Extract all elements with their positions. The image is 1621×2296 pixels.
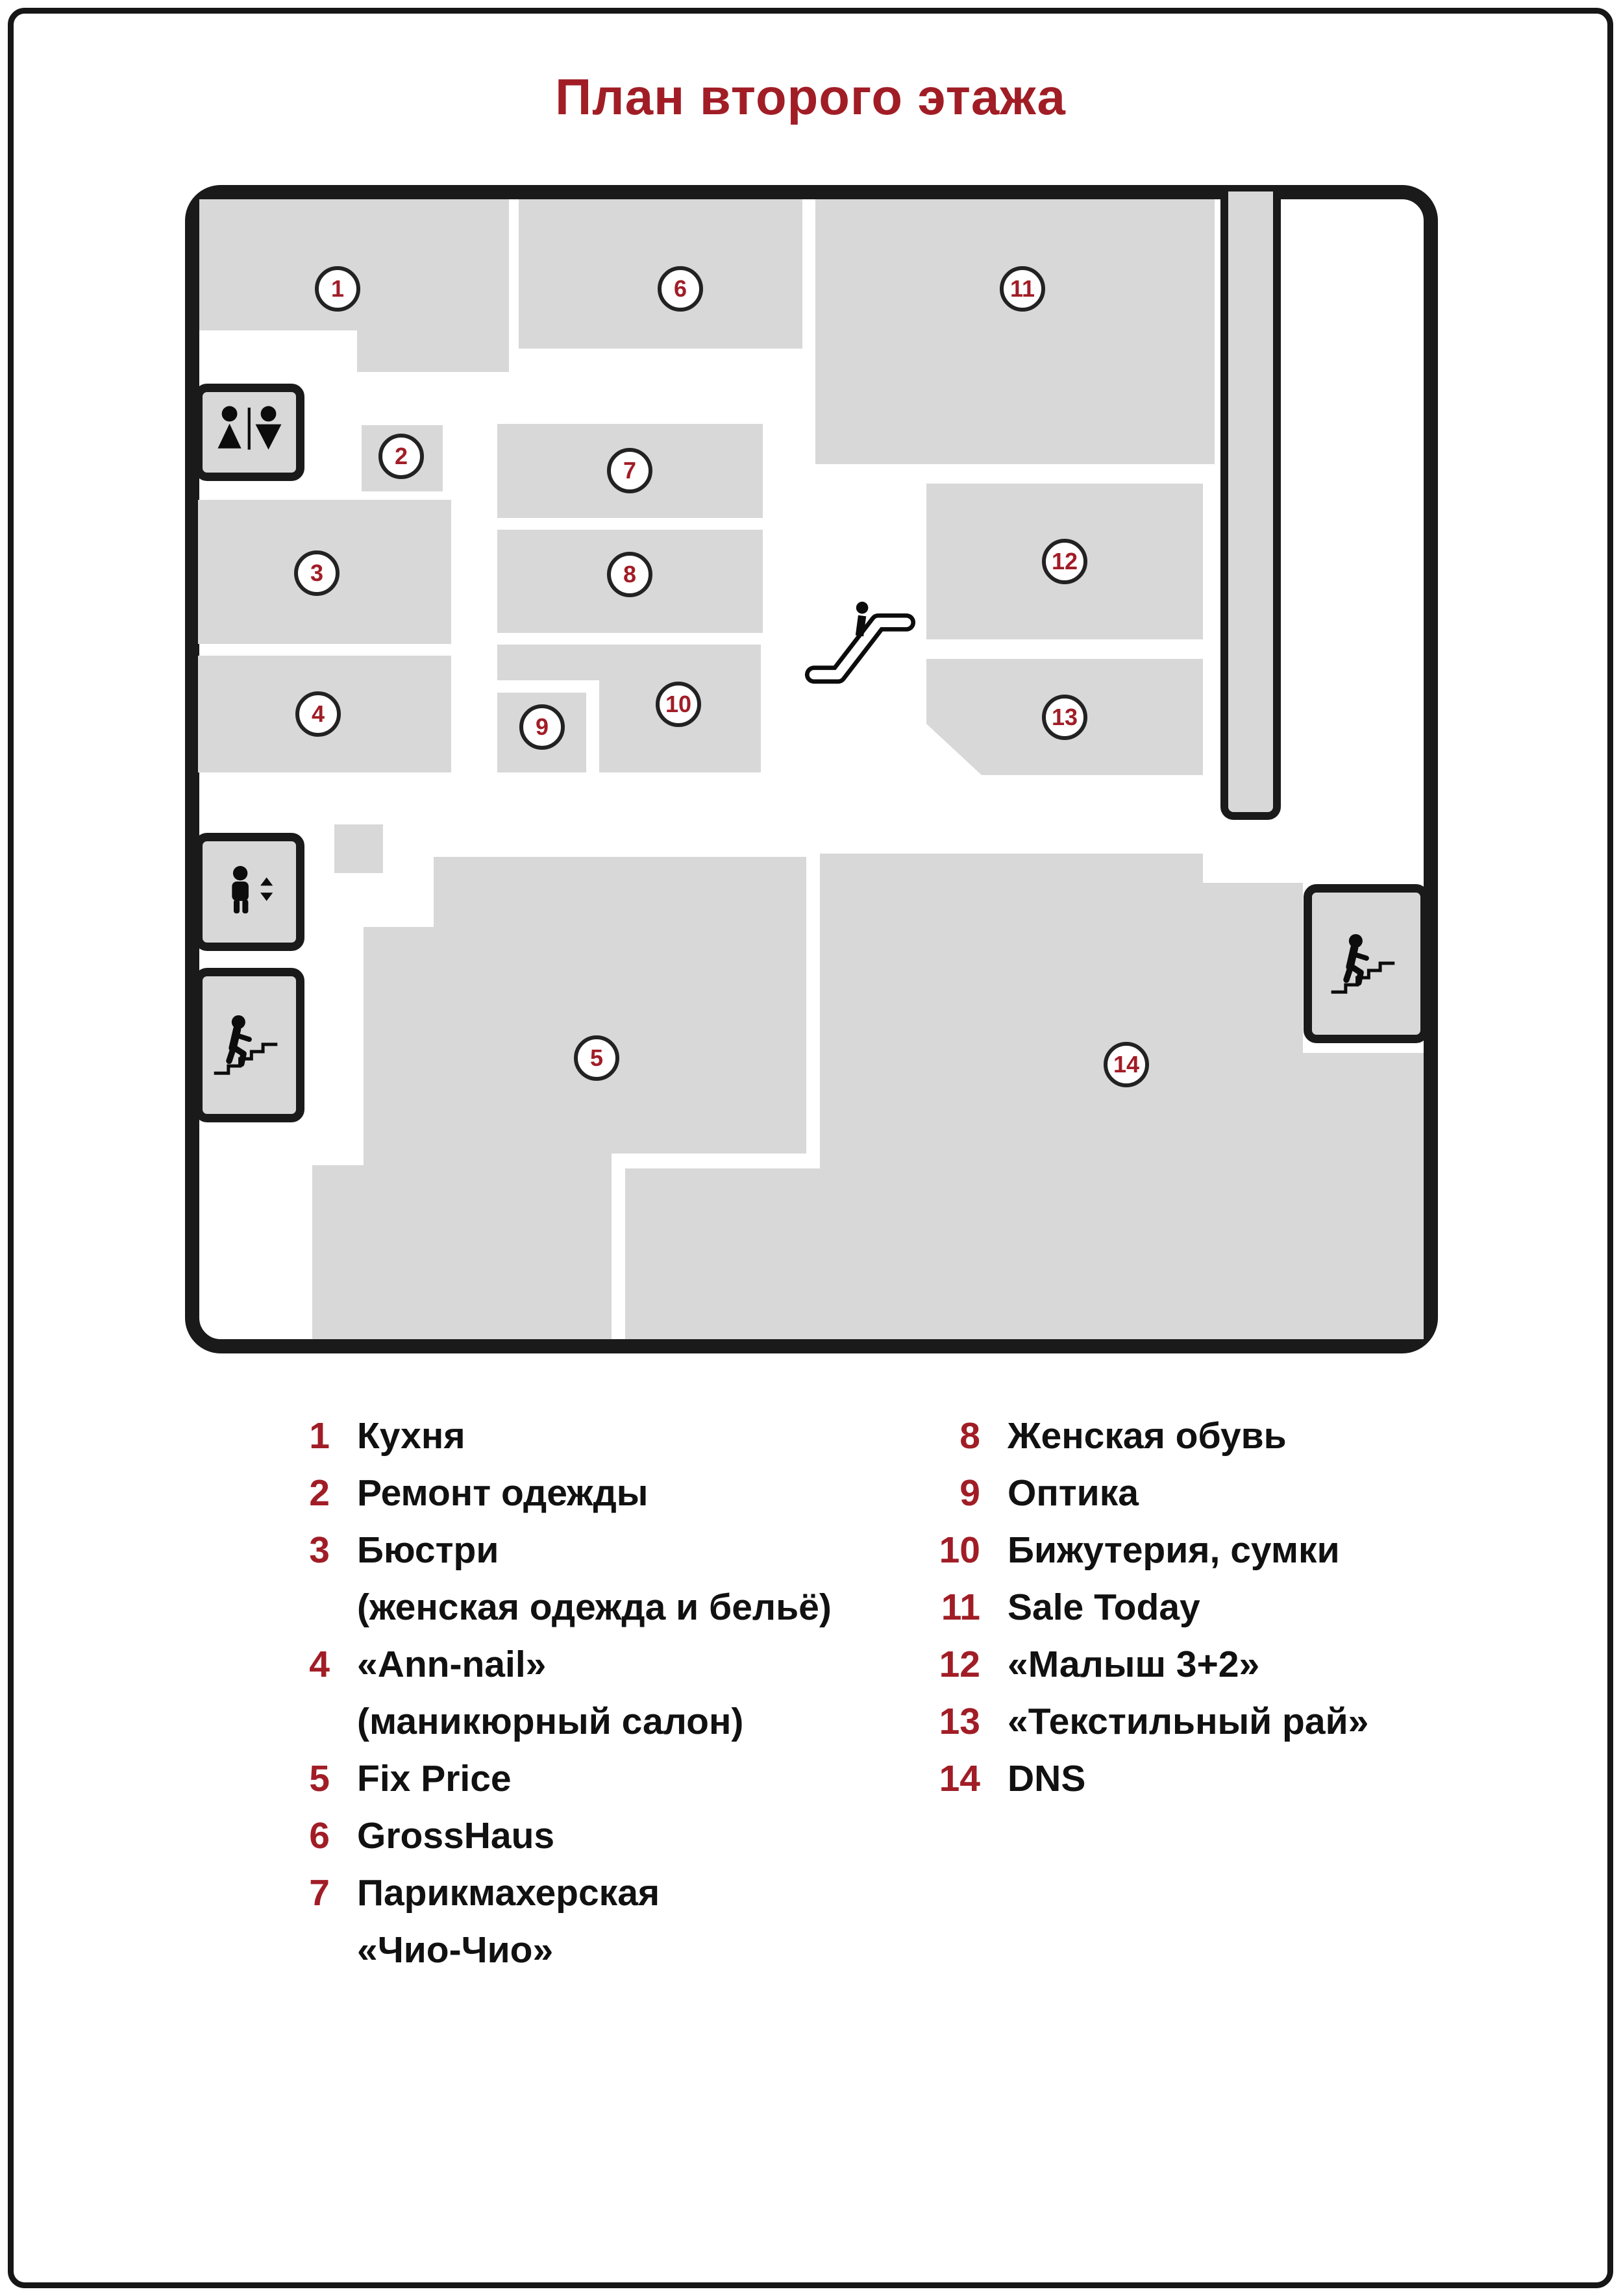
- legend-item-label: Женская обувь: [1008, 1415, 1287, 1457]
- legend-item-label: (маникюрный салон): [357, 1701, 744, 1742]
- legend-item-number: 6: [309, 1815, 330, 1857]
- legend-item-label: Sale Today: [1008, 1586, 1200, 1628]
- legend-item-label: «Малыш 3+2»: [1008, 1644, 1260, 1685]
- room-1-area: [199, 199, 509, 330]
- room-6-area: [519, 199, 802, 349]
- marker-5: 5: [574, 1035, 619, 1081]
- stairs-icon: [1327, 932, 1406, 996]
- legend-item-label: GrossHaus: [357, 1815, 555, 1857]
- legend-item: [896, 1407, 1368, 1464]
- legend-item: [265, 1636, 832, 1693]
- room-10-area-band: [497, 645, 761, 680]
- legend-item-label: Оптика: [1008, 1472, 1139, 1514]
- elevator-icon: [218, 864, 280, 920]
- stairs-left: [194, 968, 304, 1122]
- legend-item-label: (женская одежда и бельё): [357, 1586, 832, 1628]
- room-14-area: [625, 1168, 820, 1339]
- marker-13: 13: [1042, 695, 1087, 740]
- legend-left-column: [265, 1407, 832, 1979]
- legend-item-label: «Ann-nail»: [357, 1644, 547, 1685]
- legend-item-continuation: [265, 1579, 832, 1636]
- legend-item: [265, 1807, 832, 1864]
- marker-3: 3: [294, 550, 340, 596]
- legend-item-number: 8: [959, 1415, 980, 1457]
- service-square: [334, 824, 383, 873]
- legend-item-label: «Текстильный рай»: [1008, 1701, 1369, 1742]
- legend-item-label: Бюстри: [357, 1529, 499, 1571]
- legend-item: [265, 1464, 832, 1522]
- legend-item-label: Fix Price: [357, 1758, 512, 1799]
- marker-10: 10: [656, 682, 701, 727]
- room-14-area: [820, 1053, 1424, 1339]
- legend-item-number: 12: [939, 1644, 980, 1685]
- marker-2: 2: [378, 434, 424, 479]
- legend-item-number: 11: [941, 1586, 980, 1628]
- legend-item: [265, 1407, 832, 1464]
- legend-item-number: 1: [309, 1415, 330, 1457]
- floor-plan: [185, 185, 1438, 1353]
- legend-item: [265, 1522, 832, 1579]
- legend-item-label: «Чио-Чио»: [357, 1929, 554, 1971]
- legend-item-continuation: [265, 1921, 832, 1979]
- room-1-area-ext: [357, 330, 509, 372]
- page-title: План второго этажа: [555, 68, 1066, 125]
- legend-item: [265, 1750, 832, 1807]
- restroom: [194, 384, 304, 481]
- elevator: [194, 833, 304, 951]
- legend-item: [896, 1750, 1368, 1807]
- legend-item-number: 9: [959, 1472, 980, 1514]
- legend-item-number: 2: [309, 1472, 330, 1514]
- legend-item: [896, 1579, 1368, 1636]
- legend-item: [896, 1636, 1368, 1693]
- legend-item-label: Парикмахерская: [357, 1872, 660, 1914]
- room-11-area: [815, 199, 1215, 464]
- legend-item-number: 14: [939, 1758, 980, 1799]
- legend-item-number: 10: [939, 1529, 980, 1571]
- marker-8: 8: [607, 552, 652, 597]
- marker-14: 14: [1104, 1042, 1149, 1087]
- room-5-area: [312, 1165, 612, 1339]
- legend-item-label: Кухня: [357, 1415, 465, 1457]
- marker-6: 6: [658, 266, 703, 312]
- legend-item-label: Бижутерия, сумки: [1008, 1529, 1340, 1571]
- corridor-strip: [1220, 191, 1281, 820]
- stairs-icon: [210, 1013, 289, 1078]
- wc-icon: [211, 404, 288, 461]
- legend-item-number: 13: [939, 1701, 980, 1742]
- marker-12: 12: [1042, 539, 1087, 584]
- stairs-right: [1304, 884, 1429, 1043]
- legend-item-continuation: [265, 1693, 832, 1750]
- legend-item: [265, 1864, 832, 1921]
- escalator-icon: [802, 582, 919, 689]
- legend-item-number: 4: [309, 1644, 330, 1685]
- legend-item-number: 5: [309, 1758, 330, 1799]
- marker-9: 9: [519, 704, 565, 750]
- legend-item-number: 3: [309, 1529, 330, 1571]
- legend-item: [896, 1693, 1368, 1750]
- legend-item: [896, 1522, 1368, 1579]
- legend-item-number: 7: [309, 1872, 330, 1914]
- marker-4: 4: [295, 691, 341, 737]
- legend-item: [896, 1464, 1368, 1522]
- marker-7: 7: [607, 448, 652, 493]
- marker-11: 11: [1000, 266, 1045, 312]
- room-14-area: [1203, 883, 1303, 1053]
- room-14-area: [820, 854, 1203, 1053]
- legend-item-label: Ремонт одежды: [357, 1472, 649, 1514]
- marker-1: 1: [315, 266, 360, 312]
- legend-right-column: [896, 1407, 1368, 1807]
- legend-item-label: DNS: [1008, 1758, 1086, 1799]
